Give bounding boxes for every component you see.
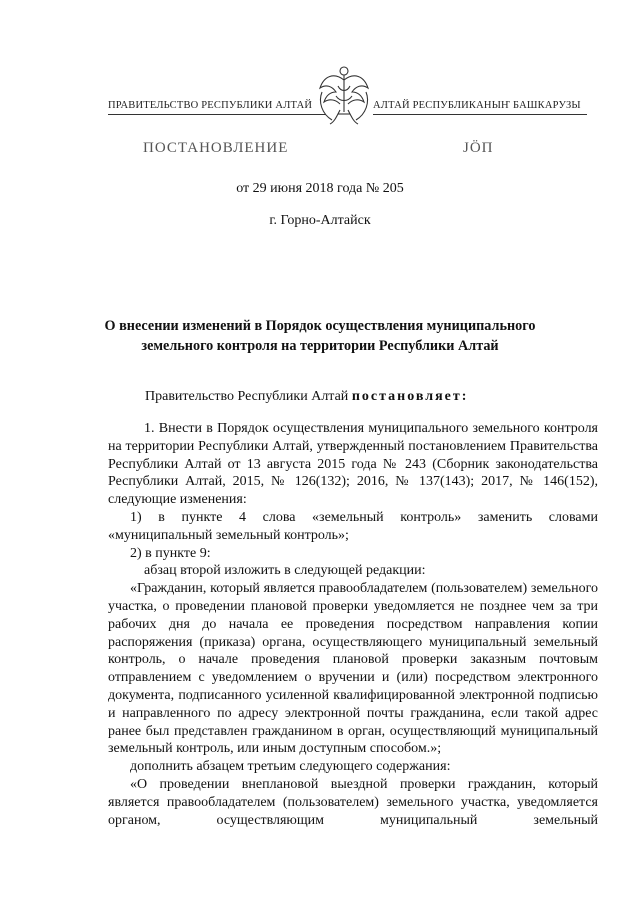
intro-line xyxy=(145,389,468,405)
doc-type-altai: ЈӦП xyxy=(463,140,494,156)
header-rule-left xyxy=(108,114,326,115)
paragraph-2: 1) в пункте 4 слова «земельный контроль» заменить словами «муниципальный земельный контроль»; xyxy=(108,509,598,543)
decree-body xyxy=(108,420,598,829)
header-rule-right xyxy=(373,114,587,115)
paragraph-4: абзац второй изложить в следующей редакции: xyxy=(144,563,426,579)
decree-title: О внесении изменений в Порядок осуществления муниципального земельного контроля на территории Республики Алтай xyxy=(104,318,536,354)
paragraph-5: «Гражданин, который является правообладателем (пользователем) земельного участка, о проведении плановой проверки уведомляется не позднее чем за три рабочих дня до начала ее проведения посредством направления копии распоряжения (приказа) органа, осуществляющего муниципальный земельный контроль, о начале проведения плановой проверки заказным почтовым отправлением с уведомлением о вручении и (или) посредством электронного документа, подписанного усиленной квалифицированной электронной подписью и направленного по адресу электронной почты гражданина, если такой адрес ранее был представлен гражданином в орган, осуществляющий муниципальный земельный контроль, или иным доступным способом.»; xyxy=(108,581,598,757)
header-government-name-altai: АЛТАЙ РЕСПУБЛИКАНЫҤ БАШКАРУЗЫ xyxy=(373,100,581,111)
doc-type-russian: ПОСТАНОВЛЕНИЕ xyxy=(143,140,289,156)
paragraph-6: дополнить абзацем третьим следующего содержания: xyxy=(130,759,451,775)
decree-date-number: от 29 июня 2018 года № 205 xyxy=(236,181,404,196)
emblem-eagle-icon xyxy=(316,62,372,128)
paragraph-7: «О проведении внеплановой выездной проверки гражданин, который является правообладателем (пользователем) земельного участка, уведомляется органом, осуществляющим муниципальный земельный xyxy=(108,776,598,828)
paragraph-3: 2) в пункте 9: xyxy=(130,545,211,561)
paragraph-1: 1. Внести в Порядок осуществления муниципального земельного контроля на территории Республики Алтай, утвержденный постановлением Правительства Республики Алтай от 13 августа 2015 года № 243 (Сборник законодательства Республики Алтай, 2015, № 126(132); 2016, № 137(143); 2017, № 146(152), следующие изменения: xyxy=(108,421,598,508)
intro-emphasis: постановляет: xyxy=(351,389,469,404)
header-government-name: ПРАВИТЕЛЬСТВО РЕСПУБЛИКИ АЛТАЙ xyxy=(108,100,313,111)
intro-text: Правительство Республики Алтай xyxy=(145,389,352,404)
decree-city: г. Горно-Алтайск xyxy=(269,213,371,228)
